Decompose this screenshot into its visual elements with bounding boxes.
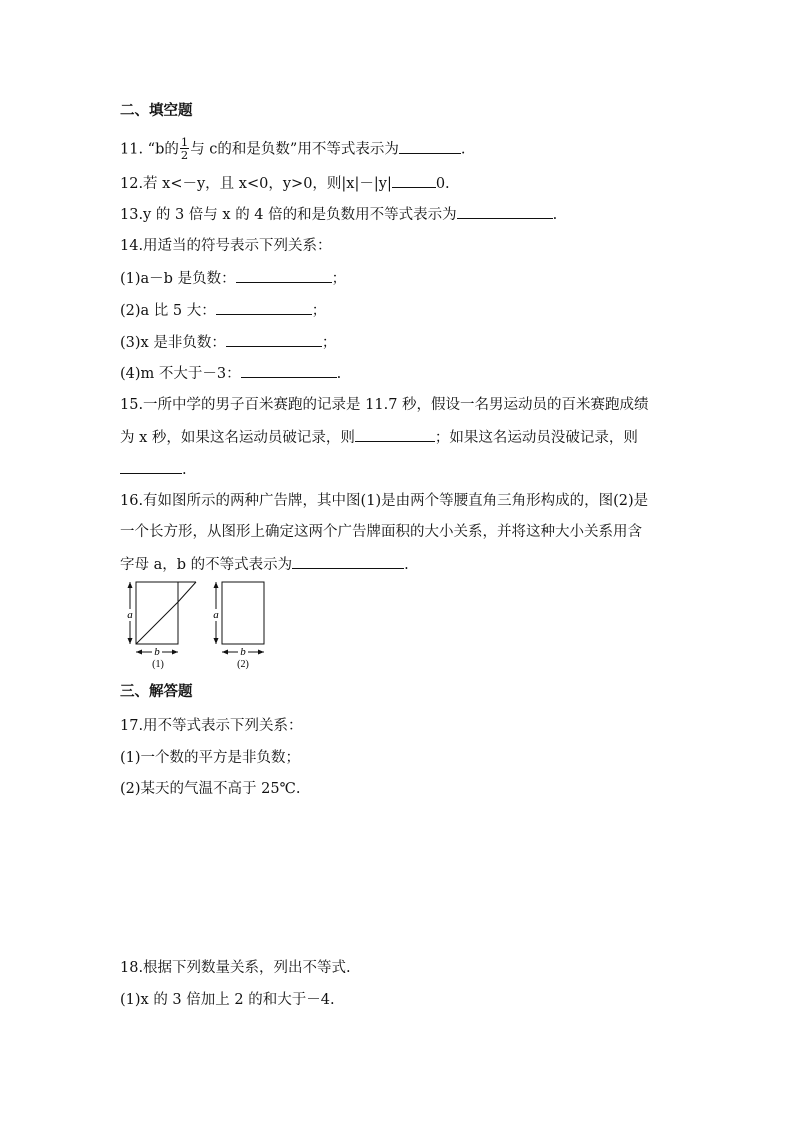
- figure-1-diagonal: [136, 602, 178, 644]
- q16-line3-end: .: [404, 557, 409, 573]
- question-16-line-2: 一个长方形，从图形上确定这两个广告牌面积的大小关系，并将这种大小关系用含: [120, 524, 642, 540]
- q14-item2-end: ；: [311, 303, 327, 319]
- figure-2-rectangle: [216, 582, 264, 652]
- figure-1-two-triangles: [130, 582, 196, 652]
- answer-blank-q14-3[interactable]: [226, 332, 322, 347]
- figure-1-outline: [136, 582, 178, 644]
- question-15-line-2: [120, 427, 638, 448]
- question-18: 18.根据下列数量关系，列出不等式.: [120, 960, 351, 976]
- q12-end: 0.: [435, 176, 450, 192]
- figure-2-label-a: a: [213, 609, 219, 621]
- q15-line3-end: .: [182, 462, 187, 478]
- q14-item3-text: (3)x 是非负数：: [120, 335, 226, 351]
- question-16-line-1: 16.有如图所示的两种广告牌，其中图(1)是由两个等腰直角三角形构成的，图(2)是: [120, 493, 649, 509]
- figure-2-label-b: b: [240, 646, 246, 658]
- section-heading-solve: 三、解答题: [120, 684, 193, 700]
- question-17-item-1: (1)一个数的平方是非负数；: [120, 750, 301, 766]
- answer-blank-q11[interactable]: [399, 139, 461, 154]
- q14-item3-end: ；: [321, 335, 337, 351]
- question-14-item-1: [120, 268, 346, 289]
- figure-1-label-a: a: [127, 609, 133, 621]
- answer-blank-q15-1[interactable]: [355, 427, 435, 442]
- answer-blank-q14-1[interactable]: [236, 268, 332, 283]
- answer-blank-q14-4[interactable]: [241, 363, 337, 378]
- figure-2-outline: [222, 582, 264, 644]
- question-16-line-3: [120, 554, 409, 575]
- answer-blank-q13[interactable]: [457, 204, 553, 219]
- question-11: [120, 137, 465, 162]
- q13-end: .: [552, 207, 558, 223]
- q14-item4-end: .: [336, 366, 342, 382]
- question-14-item-4: [120, 363, 341, 384]
- figure-1-caption: (1): [152, 659, 164, 670]
- question-12: [120, 173, 450, 194]
- answer-blank-q12[interactable]: [392, 173, 436, 188]
- question-14-item-3: [120, 332, 336, 353]
- answer-blank-q15-2[interactable]: [120, 459, 182, 474]
- q15-line2-a: 为 x 秒，如果这名运动员破记录，则: [120, 430, 355, 446]
- question-14-item-2: [120, 300, 326, 321]
- figure-1-label-b: b: [154, 646, 160, 658]
- fraction-denominator: 2: [180, 148, 189, 162]
- q14-item2-text: (2)a 比 5 大：: [120, 303, 216, 319]
- answer-blank-q16[interactable]: [292, 554, 404, 569]
- figure-1-top-triangle-edge: [178, 582, 196, 602]
- figure-2-caption: (2): [237, 659, 249, 670]
- q14-item1-end: ；: [331, 271, 347, 287]
- q11-end: .: [460, 141, 466, 158]
- q11-text: 与 c的和是负数”用不等式表示为: [190, 141, 399, 158]
- q15-line2-b: ；如果这名运动员没破记录，则: [434, 430, 638, 446]
- q14-item4-text: (4)m 不大于－3：: [120, 366, 241, 382]
- question-17: 17.用不等式表示下列关系：: [120, 718, 303, 734]
- fraction-one-half: [180, 136, 189, 161]
- question-13: [120, 204, 557, 225]
- section-heading-fill-blank: 二、填空题: [120, 103, 193, 119]
- q14-item1-text: (1)a－b 是负数：: [120, 271, 236, 287]
- q16-line3-text: 字母 a，b 的不等式表示为: [120, 557, 293, 573]
- question-14: 14.用适当的符号表示下列关系：: [120, 238, 332, 254]
- billboard-figure: [122, 578, 282, 673]
- question-17-item-2: (2)某天的气温不高于 25℃.: [120, 781, 301, 797]
- answer-blank-q14-2[interactable]: [216, 300, 312, 315]
- q11-prefix: 11. “b的: [120, 141, 179, 158]
- q12-text: 12.若 x<－y，且 x<0，y>0，则|x|－|y|: [120, 176, 392, 192]
- question-15-line-3: [120, 459, 187, 480]
- question-18-item-1: (1)x 的 3 倍加上 2 的和大于－4.: [120, 992, 335, 1008]
- question-15-line-1: 15.一所中学的男子百米赛跑的记录是 11.7 秒，假设一名男运动员的百米赛跑成绩: [120, 397, 649, 413]
- fraction-numerator: 1: [180, 135, 189, 149]
- q13-text: 13.y 的 3 倍与 x 的 4 倍的和是负数用不等式表示为: [120, 207, 457, 223]
